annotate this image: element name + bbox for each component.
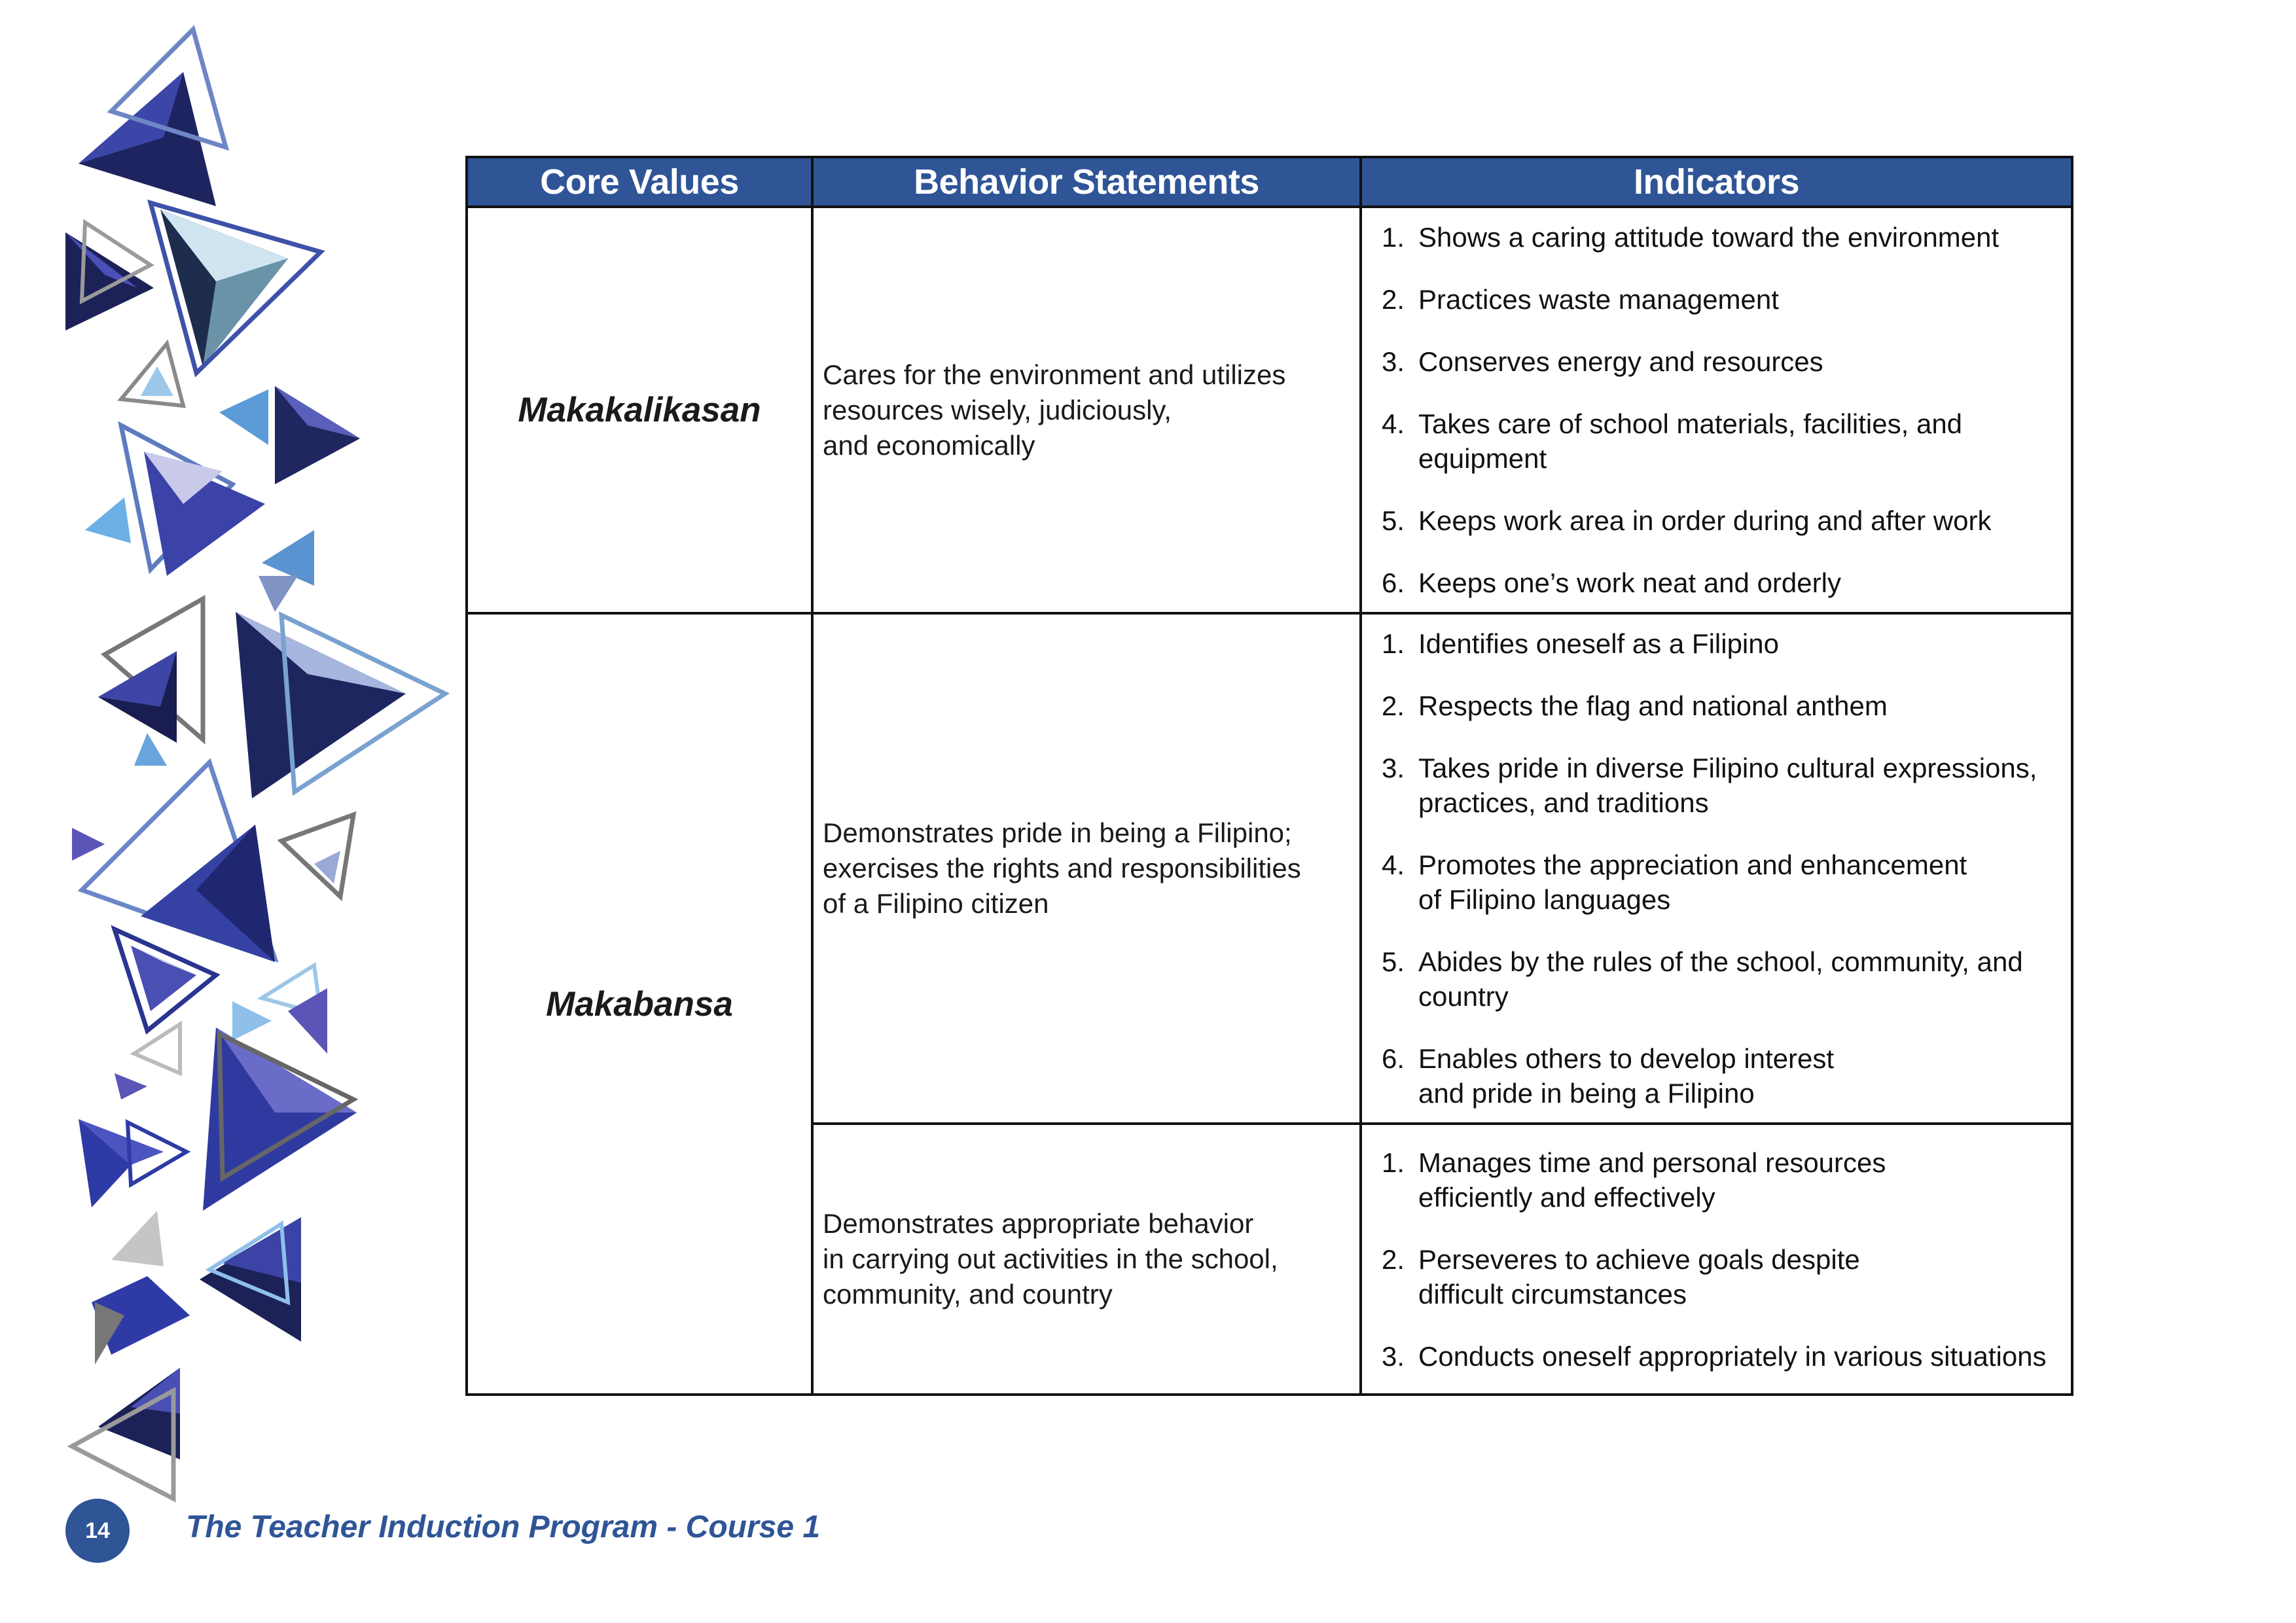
- indicator-item: [1382, 944, 2062, 1014]
- indicator-text: Conserves energy and resources: [1418, 346, 1823, 377]
- indicator-item: [1382, 565, 2062, 600]
- indicator-item: [1382, 626, 2062, 661]
- indicators-cell: [1361, 1124, 2072, 1395]
- indicator-text: Promotes the appreciation and enhancement of Filipino languages: [1418, 849, 1967, 915]
- indicator-item: [1382, 1041, 2062, 1111]
- indicator-text: Keeps one’s work neat and orderly: [1418, 567, 1841, 598]
- indicator-text: Enables others to develop interest and pride in being a Filipino: [1418, 1043, 1835, 1109]
- indicator-number: 2.: [1382, 284, 1405, 315]
- decorative-triangles-border: [0, 0, 458, 1505]
- indicator-item: [1382, 1242, 2062, 1311]
- page-number-badge: 14: [65, 1499, 130, 1563]
- indicator-item: [1382, 1339, 2062, 1374]
- indicator-text: Practices waste management: [1418, 284, 1779, 315]
- indicator-text: Takes pride in diverse Filipino cultural expressions, practices, and traditions: [1418, 753, 2037, 818]
- indicator-text: Identifies oneself as a Filipino: [1418, 628, 1779, 659]
- core-value-cell: Makabansa: [467, 613, 812, 1395]
- behavior-statement-cell: Demonstrates pride in being a Filipino; exercises the rights and responsibilities of a Filipino citizen: [812, 613, 1361, 1124]
- indicator-number: 1.: [1382, 222, 1405, 253]
- indicator-list: [1382, 626, 2062, 1111]
- indicator-number: 6.: [1382, 567, 1405, 598]
- indicator-text: Conducts oneself appropriately in various situations: [1418, 1340, 2047, 1372]
- indicator-number: 3.: [1382, 346, 1405, 377]
- indicator-item: [1382, 406, 2062, 476]
- indicator-number: 4.: [1382, 849, 1405, 880]
- header-core-values: Core Values: [467, 157, 812, 207]
- indicator-text: Takes care of school materials, facilities, and equipment: [1418, 408, 1963, 474]
- indicator-text: Keeps work area in order during and after work: [1418, 505, 1992, 536]
- header-behavior-statements: Behavior Statements: [812, 157, 1361, 207]
- indicator-item: [1382, 503, 2062, 538]
- footer-title: The Teacher Induction Program - Course 1: [186, 1510, 821, 1544]
- indicator-item: [1382, 282, 2062, 317]
- core-values-table: [465, 156, 2073, 1396]
- indicator-text: Respects the flag and national anthem: [1418, 690, 1888, 721]
- indicator-number: 2.: [1382, 1243, 1405, 1275]
- table-row: [467, 613, 2072, 1124]
- indicator-text: Abides by the rules of the school, community, and country: [1418, 946, 2023, 1012]
- indicator-item: [1382, 688, 2062, 723]
- indicator-list: [1382, 220, 2062, 600]
- behavior-statement-cell: Cares for the environment and utilizes resources wisely, judiciously, and economically: [812, 207, 1361, 613]
- indicator-number: 3.: [1382, 1340, 1405, 1372]
- indicators-cell: [1361, 613, 2072, 1124]
- table-row: [467, 207, 2072, 613]
- indicator-number: 3.: [1382, 753, 1405, 783]
- indicator-item: [1382, 751, 2062, 820]
- indicator-item: [1382, 220, 2062, 255]
- indicator-text: Shows a caring attitude toward the environment: [1418, 222, 2000, 253]
- indicator-number: 4.: [1382, 408, 1405, 439]
- header-indicators: Indicators: [1361, 157, 2072, 207]
- behavior-statement-cell: Demonstrates appropriate behavior in carrying out activities in the school, community, and country: [812, 1124, 1361, 1395]
- indicator-number: 2.: [1382, 690, 1405, 721]
- indicator-text: Perseveres to achieve goals despite difficult circumstances: [1418, 1243, 1860, 1310]
- indicators-cell: [1361, 207, 2072, 613]
- indicator-item: [1382, 344, 2062, 379]
- indicator-item: [1382, 1145, 2062, 1215]
- indicator-number: 1.: [1382, 628, 1405, 659]
- indicator-number: 5.: [1382, 505, 1405, 536]
- core-value-cell: Makakalikasan: [467, 207, 812, 613]
- table-header-row: [467, 157, 2072, 207]
- indicator-number: 5.: [1382, 946, 1405, 977]
- indicator-item: [1382, 847, 2062, 917]
- indicator-number: 6.: [1382, 1043, 1405, 1074]
- indicator-text: Manages time and personal resources efficiently and effectively: [1418, 1147, 1886, 1213]
- indicator-number: 1.: [1382, 1147, 1405, 1178]
- indicator-list: [1382, 1145, 2062, 1374]
